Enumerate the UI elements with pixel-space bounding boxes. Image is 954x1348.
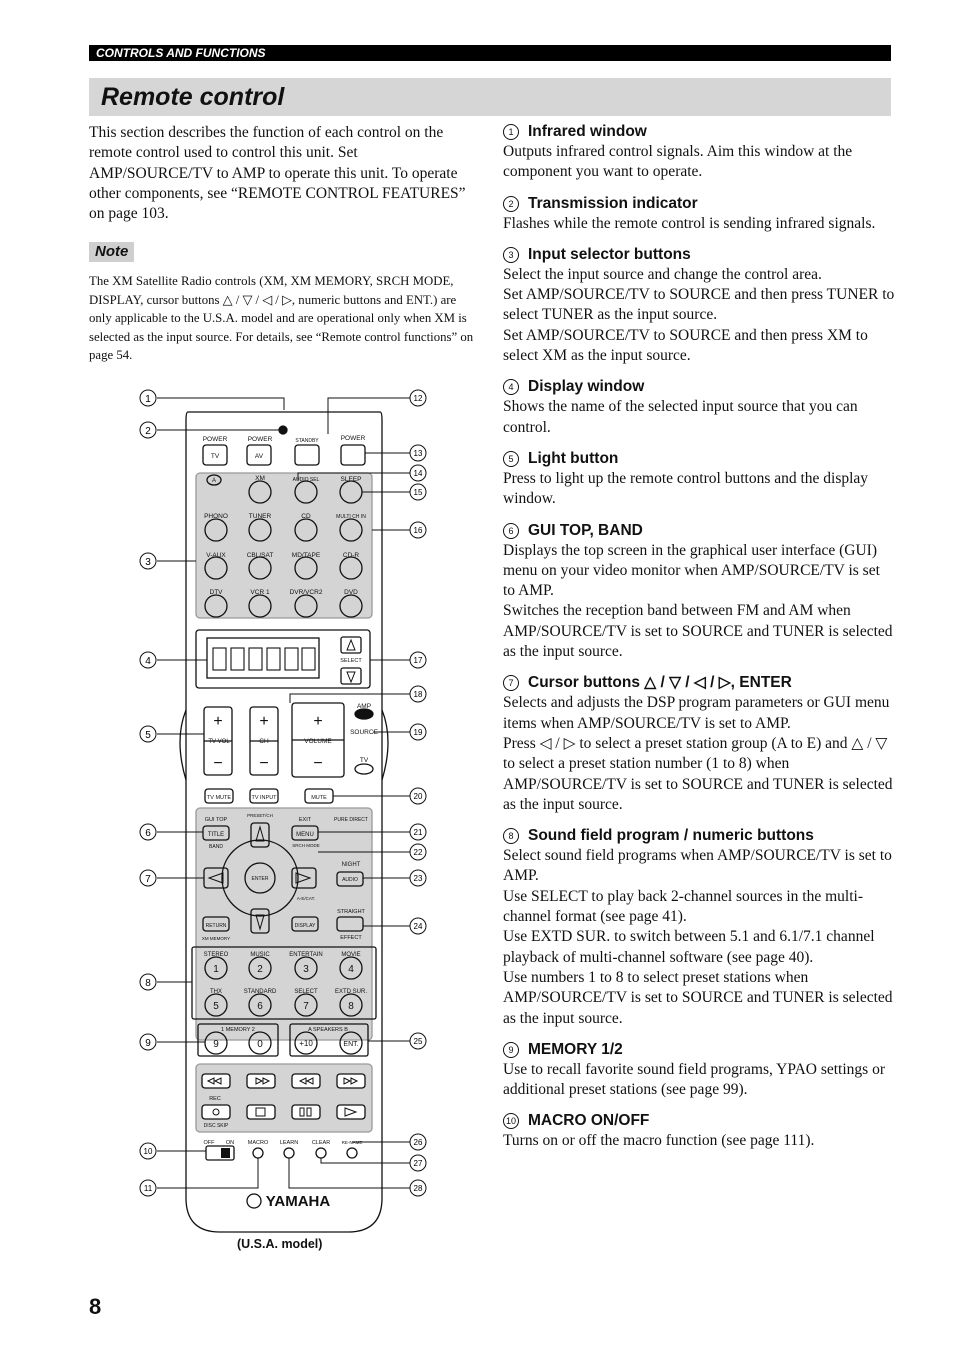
callout-4: 4	[145, 656, 151, 667]
page-title: Remote control	[101, 83, 285, 111]
function-item-description: Switches the reception band between FM and AM when AMP/SOURCE/TV is set to SOURCE and TUNER is selected as the input source.	[503, 602, 893, 661]
key-9: 9	[213, 1039, 219, 1050]
label-tuner: TUNER	[248, 513, 272, 520]
key-6: 6	[257, 1001, 263, 1012]
label-sleep: SLEEP	[340, 476, 362, 483]
title-bar	[89, 78, 891, 116]
callout-11: 11	[143, 1184, 153, 1193]
label-macro: MACRO	[247, 1140, 269, 1146]
function-item	[503, 194, 895, 234]
label-audio-sel: AUDIO SEL	[292, 477, 320, 483]
label-extd-sur: EXTD SUR.	[334, 989, 368, 995]
label-amp: AMP	[356, 703, 372, 710]
label-phono: PHONO	[204, 513, 228, 520]
function-item-number: 4	[503, 379, 519, 395]
label-power-tv: POWER	[202, 436, 228, 443]
label-disc-skip: DISC SKIP	[203, 1123, 229, 1129]
callout-2: 2	[145, 426, 151, 437]
function-item	[503, 673, 895, 815]
label-tv-mute: TV MUTE	[206, 795, 232, 801]
label-xm-memory: XM MEMORY	[201, 936, 231, 941]
function-item-description: Press to light up the remote control buttons and the display window.	[503, 469, 869, 508]
function-item-description: Use numbers 1 to 8 to select preset stations when AMP/SOURCE/TV is set to SOURCE and TUNER is selected as the input source.	[503, 968, 893, 1027]
label-effect: EFFECT	[340, 935, 362, 941]
key-ent: ENT.	[343, 1041, 359, 1048]
callout-10: 10	[143, 1147, 153, 1156]
label-cd-r: CD-R	[342, 552, 360, 559]
function-item-number: 2	[503, 196, 519, 212]
callout-17: 17	[413, 656, 423, 665]
note-label: Note	[89, 242, 134, 262]
yamaha-logo-text: YAMAHA	[265, 1193, 331, 1210]
function-item-description: Use to recall favorite sound field programs, YPAO settings or additional preset stations (see page 99).	[503, 1060, 885, 1099]
label-xm: XM	[255, 475, 265, 482]
callout-7: 7	[145, 874, 151, 885]
function-item-description: Set AMP/SOURCE/TV to SOURCE and then press TUNER to select TUNER as the input source.	[503, 286, 895, 324]
key-1: 1	[213, 964, 219, 975]
function-item-title: Cursor buttons △ / ▽ / ◁ / ▷, ENTER	[528, 674, 792, 692]
function-item-number: 1	[503, 124, 519, 140]
key-plus10: +10	[299, 1039, 313, 1048]
function-item-title: Transmission indicator	[528, 194, 698, 212]
function-item-number: 6	[503, 523, 519, 539]
label-pure-direct: PURE DIRECT	[334, 817, 368, 823]
label-volume-plus: +	[313, 713, 323, 730]
label-v-aux: V-AUX	[206, 552, 226, 559]
note-text: The XM Satellite Radio controls (XM, XM MEMORY, SRCH MODE, DISPLAY, cursor buttons △ / ▽ / ◁ / ▷, numeric buttons and ENT.) are only applicable to the U.S.A. model and are operational only when XM is selected as the input source. For details, see “Remote control functions” on page 54.	[89, 274, 474, 362]
label-cbl-sat: CBL/SAT	[246, 552, 274, 559]
function-item	[503, 521, 895, 663]
label-a: A	[211, 478, 217, 484]
label-vcr1: VCR 1	[250, 589, 270, 596]
function-item-description: Set AMP/SOURCE/TV to SOURCE and then press XM to select XM as the input source.	[503, 326, 868, 365]
label-power: POWER	[340, 435, 366, 442]
label-stereo: STEREO	[203, 952, 229, 958]
function-item-description: Flashes while the remote control is sending infrared signals.	[503, 214, 876, 232]
section-header-bar	[89, 45, 891, 61]
callout-8: 8	[145, 978, 151, 989]
label-select-program: SELECT	[294, 989, 318, 995]
function-item-description: Shows the name of the selected input source that you can control.	[503, 398, 858, 436]
label-tv-mode: TV	[359, 757, 369, 764]
function-item-description: Use EXTD SUR. to switch between 5.1 and 6.1/7.1 channel playback of multi-channel software (see page 40).	[503, 928, 875, 966]
function-item-number: 8	[503, 828, 519, 844]
function-item	[503, 245, 895, 366]
function-item-heading	[503, 521, 895, 541]
label-cd: CD	[301, 513, 311, 520]
function-item	[503, 1040, 895, 1101]
label-title: TITLE	[207, 832, 225, 838]
label-volume-minus: −	[313, 755, 323, 772]
function-item-number: 7	[503, 675, 519, 691]
key-8: 8	[348, 1001, 354, 1012]
function-item	[503, 1111, 895, 1151]
function-item-description: Turns on or off the macro function (see page 111).	[503, 1132, 815, 1150]
right-column	[503, 122, 895, 1163]
callout-9: 9	[145, 1038, 151, 1049]
function-item-heading	[503, 673, 895, 693]
callout-12: 12	[413, 394, 423, 403]
callout-6: 6	[145, 828, 151, 839]
function-item-heading	[503, 122, 895, 142]
label-power-av: POWER	[247, 436, 273, 443]
key-7: 7	[303, 1001, 309, 1012]
label-re-name: RE-NAME	[341, 1140, 363, 1145]
function-item-title: Display window	[528, 378, 645, 396]
label-tv-vol-minus: −	[213, 755, 223, 772]
function-item-heading	[503, 449, 895, 469]
callout-3: 3	[145, 557, 151, 568]
label-ae-cat: A-E/CAT.	[296, 896, 316, 901]
label-thx: THX	[210, 989, 222, 995]
function-item-title: MEMORY 1/2	[528, 1040, 623, 1058]
label-audio: AUDIO	[342, 877, 358, 883]
function-item-title: Input selector buttons	[528, 245, 691, 263]
label-standard: STANDARD	[243, 989, 277, 995]
callout-28: 28	[413, 1184, 423, 1193]
key-2: 2	[257, 964, 263, 975]
function-item-number: 10	[503, 1113, 519, 1129]
label-menu: MENU	[296, 832, 314, 838]
label-ch-minus: −	[259, 755, 269, 772]
callout-24: 24	[413, 922, 423, 931]
label-dvr-vcr2: DVR/VCR2	[289, 589, 323, 596]
label-band: BAND	[209, 844, 223, 850]
function-item-heading	[503, 826, 895, 846]
label-music: MUSIC	[250, 952, 270, 958]
label-ch: CH	[259, 738, 269, 745]
label-straight: STRAIGHT	[337, 909, 365, 915]
label-enter: ENTER	[251, 876, 269, 882]
label-rec: REC	[209, 1096, 221, 1102]
label-srch-mode: SRCH MODE	[292, 843, 320, 848]
label-tv: TV	[210, 453, 220, 460]
label-preset-ch: PRESET/CH	[247, 813, 273, 818]
label-source: SOURCE	[350, 729, 378, 736]
label-standby: STANDBY	[295, 438, 319, 444]
callout-5: 5	[145, 730, 151, 741]
label-on: ON	[225, 1140, 235, 1146]
label-tv-vol: TV VOL	[208, 739, 230, 745]
function-item-description: Displays the top screen in the graphical user interface (GUI) menu on your video monitor when AMP/SOURCE/TV is set to AMP.	[503, 541, 880, 600]
label-av: AV	[254, 453, 264, 460]
function-item-description: Select sound field programs when AMP/SOURCE/TV is set to AMP.	[503, 847, 892, 885]
label-dtv: DTV	[209, 589, 223, 596]
label-md-tape: MD/TAPE	[291, 552, 321, 559]
callout-15: 15	[413, 488, 423, 497]
callout-14: 14	[413, 469, 423, 478]
callout-18: 18	[413, 690, 423, 699]
label-off: OFF	[203, 1140, 215, 1146]
callout-23: 23	[413, 874, 423, 883]
label-night: NIGHT	[341, 862, 361, 868]
function-item-description: Outputs infrared control signals. Aim this window at the component you want to operate.	[503, 143, 853, 181]
function-item-number: 3	[503, 247, 519, 263]
label-multi-ch-in: MULTI CH IN	[336, 514, 366, 520]
function-item-heading	[503, 245, 895, 265]
callout-27: 27	[413, 1159, 423, 1168]
label-memory: 1 MEMORY 2	[221, 1027, 255, 1033]
key-3: 3	[303, 964, 309, 975]
function-item	[503, 122, 895, 183]
key-4: 4	[348, 964, 354, 975]
function-item-title: GUI TOP, BAND	[528, 521, 643, 539]
section-header: CONTROLS AND FUNCTIONS	[96, 46, 266, 60]
remote-caption: (U.S.A. model)	[237, 1237, 323, 1251]
label-display: DISPLAY	[294, 923, 316, 929]
function-item-number: 5	[503, 451, 519, 467]
key-5: 5	[213, 1001, 219, 1012]
function-item-heading	[503, 194, 895, 214]
function-item-heading	[503, 1111, 895, 1131]
function-item-title: MACRO ON/OFF	[528, 1112, 650, 1130]
label-clear: CLEAR	[311, 1140, 331, 1146]
label-mute: MUTE	[311, 795, 327, 801]
callout-13: 13	[413, 449, 423, 458]
function-item-description: Press ◁ / ▷ to select a preset station group (A to E) and △ / ▽ to select a preset station number (1 to 8) when AMP/SOURCE/TV is set to SOURCE and TUNER is selected as the input source.	[503, 734, 893, 813]
label-learn: LEARN	[279, 1140, 299, 1146]
function-item	[503, 826, 895, 1029]
function-item	[503, 377, 895, 438]
function-item-title: Light button	[528, 449, 619, 467]
function-item-description: Selects and adjusts the DSP program parameters or GUI menu items when AMP/SOURCE/TV is set to AMP.	[503, 694, 890, 732]
callout-26: 26	[413, 1138, 423, 1147]
callout-19: 19	[413, 728, 423, 737]
function-item-heading	[503, 377, 895, 397]
callout-22: 22	[413, 848, 423, 857]
function-item-heading	[503, 1040, 895, 1060]
function-item-description: Select the input source and change the control area.	[503, 265, 822, 283]
label-return: RETURN	[205, 923, 227, 929]
callout-16: 16	[413, 526, 423, 535]
label-ch-plus: +	[259, 713, 269, 730]
label-select: SELECT	[340, 658, 362, 664]
function-item-description: Use SELECT to play back 2-channel sources in the multi-channel format (see page 41).	[503, 887, 864, 926]
function-item-title: Infrared window	[528, 123, 647, 140]
function-item-number: 9	[503, 1042, 519, 1058]
page-number: 8	[89, 1294, 102, 1319]
key-0: 0	[257, 1039, 263, 1050]
label-movie: MOVIE	[341, 952, 361, 958]
callout-21: 21	[413, 828, 423, 837]
intro-paragraph: This section describes the function of each control on the remote control used to control this unit. Set AMP/SOURCE/TV to AMP to operate this unit. To operate other components, see “REMOTE CONTROL FEATURES” on page 103.	[89, 124, 466, 223]
label-dvd: DVD	[344, 589, 358, 596]
callout-1: 1	[145, 394, 151, 405]
remote-control-illustration	[130, 380, 440, 1260]
callout-20: 20	[413, 792, 423, 801]
label-speakers: A SPEAKERS B	[308, 1027, 348, 1033]
label-gui-top: GUI TOP	[204, 817, 228, 823]
label-tv-input: TV INPUT	[251, 795, 277, 801]
label-volume: VOLUME	[304, 738, 332, 745]
label-entertain: ENTERTAIN	[289, 952, 323, 958]
label-exit: EXIT	[298, 817, 312, 823]
callout-25: 25	[413, 1037, 423, 1046]
function-item	[503, 449, 895, 510]
label-tv-vol-plus: +	[213, 713, 223, 730]
function-item-title: Sound field program / numeric buttons	[528, 827, 814, 845]
